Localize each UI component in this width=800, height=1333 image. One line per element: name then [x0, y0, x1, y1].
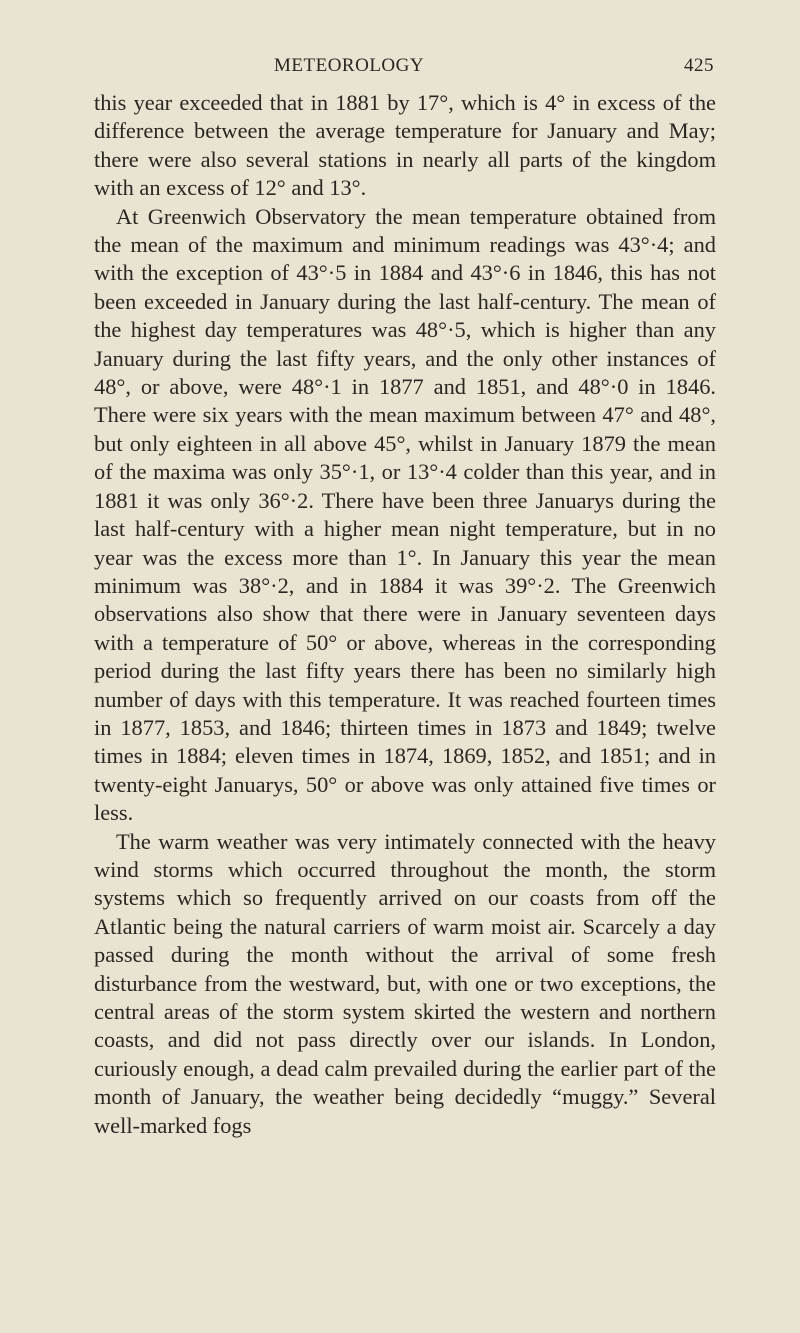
page-number: 425 — [684, 55, 714, 76]
page-header — [94, 55, 716, 89]
paragraph-wind-storms: The warm weather was very intimately connected with the heavy wind storms which occurred throughout the month, the storm systems which so frequently arrived on our coasts from off the Atlantic being the natural carriers of warm moist air. Scarcely a day passed during the month without the arrival of some fresh disturbance from the westward, but, with one or two exceptions, the central areas of the storm system skirted the western and northern coasts, and did not pass directly over our islands. In London, curiously enough, a dead calm prevailed during the earlier part of the month of January, the weather being decidedly “muggy.” Several well-marked fogs — [94, 828, 716, 1138]
body-text — [94, 89, 716, 1140]
paragraph-greenwich-observations: At Greenwich Observatory the mean temperature obtained from the mean of the maximum and minimum readings was 43°·4; and with the exception of 43°·5 in 1884 and 43°·6 in 1846, this has not been exceeded in January during the last half-century. The mean of the highest day temperatures was 48°·5, which is higher than any January during the last fifty years, and the only other instances of 48°, or above, were 48°·1 in 1877 and 1851, and 48°·0 in 1846. There were six years with the mean maximum between 47° and 48°, but only eighteen in all above 45°, whilst in January 1879 the mean of the maxima was only 35°·1, or 13°·4 colder than this year, and in 1881 it was only 36°·2. There have been three Januarys during the last half-century with a higher mean night temperature, but in no year was the excess more than 1°. In January this year the mean minimum was 38°·2, and in 1884 it was 39°·2. The Greenwich observations also show that there were in January seventeen days with a temperature of 50° or above, whereas in the corresponding period during the last fifty years there has been no similarly high number of days with this temperature. It was reached fourteen times in 1877, 1853, and 1846; thirteen times in 1873 and 1849; twelve times in 1884; eleven times in 1874, 1869, 1852, and 1851; and in twenty-eight Januarys, 50° or above was only attained five times or less. — [94, 203, 716, 826]
running-head: METEOROLOGY — [274, 55, 425, 76]
paragraph-continued: this year exceeded that in 1881 by 17°, which is 4° in excess of the difference between the average temperature for January and May; there were also several stations in nearly all parts of the kingdom with an excess of 12° and 13°. — [94, 90, 716, 201]
